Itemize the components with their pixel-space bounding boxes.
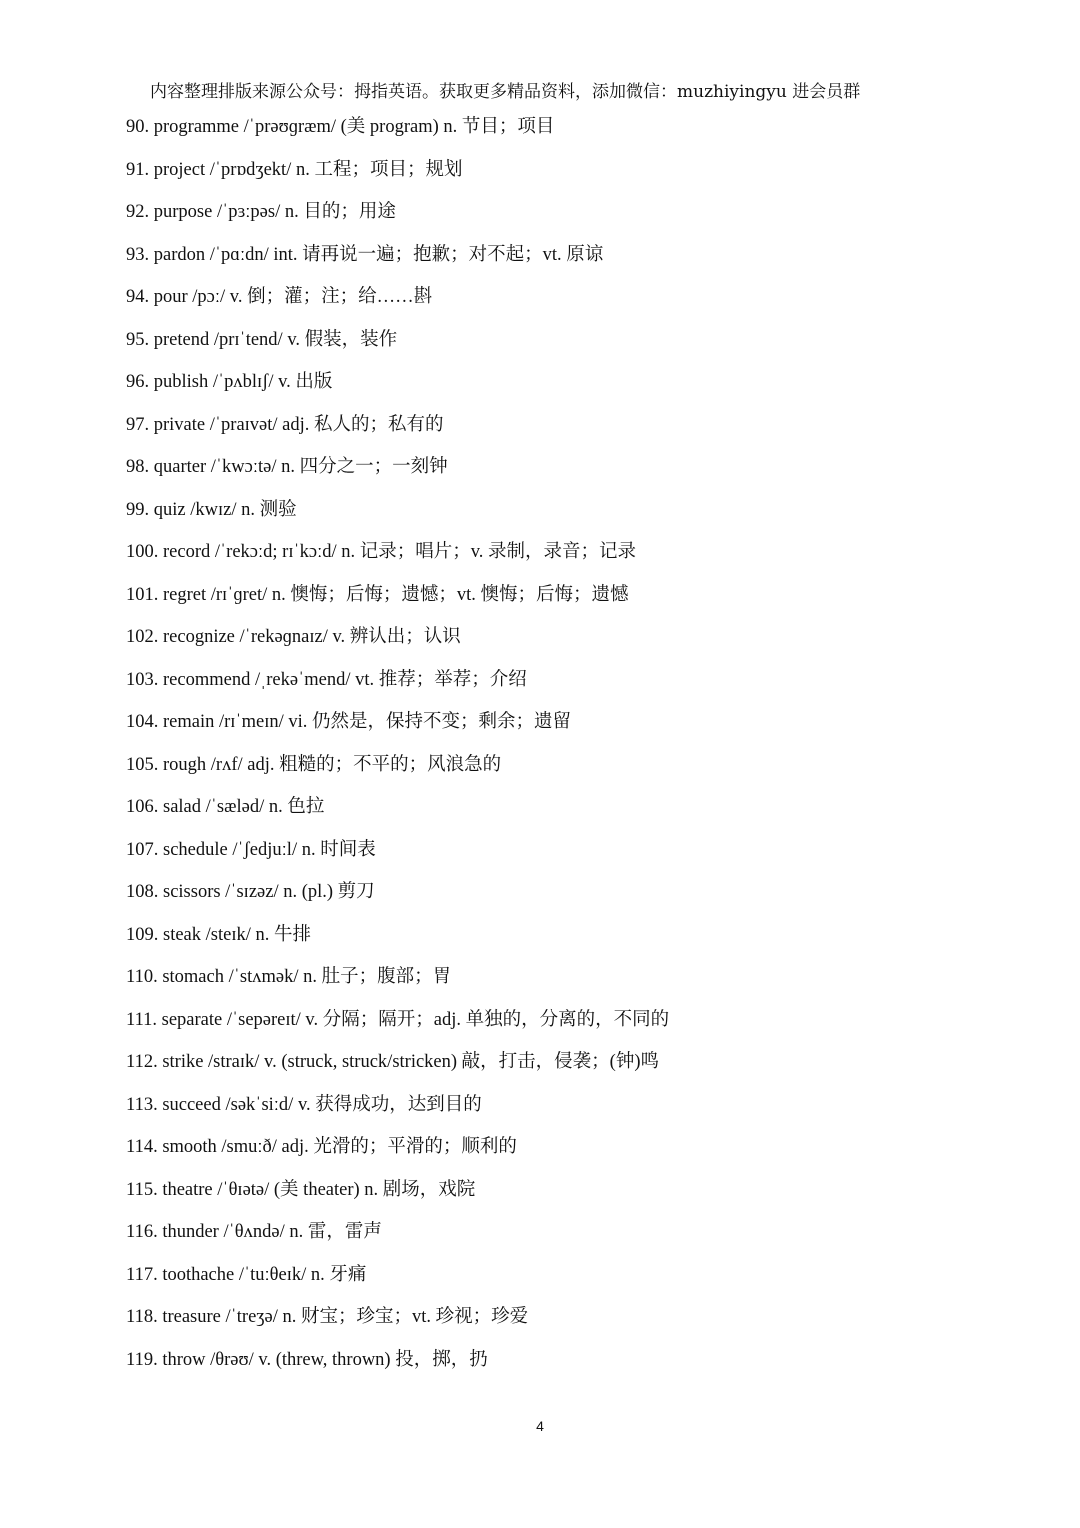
vocabulary-entry: 105. rough /rʌf/ adj. 粗糙的；不平的；风浪急的 <box>126 754 502 775</box>
vocabulary-entry: 116. thunder /ˈθʌndə/ n. 雷，雷声 <box>126 1222 382 1242</box>
vocabulary-entry: 97. private /ˈpraɪvət/ adj. 私人的；私有的 <box>126 414 444 435</box>
vocabulary-entry: 111. separate /ˈsepəreɪt/ v. 分隔；隔开；adj. 单独的，分离的，不同的 <box>126 1009 670 1030</box>
vocabulary-entry: 93. pardon /ˈpɑːdn/ int. 请再说一遍；抱歉；对不起；vt. 原谅 <box>126 244 604 265</box>
vocabulary-entry: 115. theatre /ˈθɪətə/ (美 theater) n. 剧场，戏院 <box>126 1179 476 1200</box>
vocabulary-entry: 119. throw /θrəʊ/ v. (threw, thrown) 投，掷，扔 <box>126 1349 488 1370</box>
vocabulary-entry: 118. treasure /ˈtreʒə/ n. 财宝；珍宝；vt. 珍视；珍爱 <box>126 1307 529 1327</box>
vocabulary-entry: 98. quarter /ˈkwɔːtə/ n. 四分之一；一刻钟 <box>126 457 448 477</box>
vocabulary-entry: 101. regret /rɪˈɡret/ n. 懊悔；后悔；遗憾；vt. 懊悔；后悔；遗憾 <box>126 584 629 605</box>
vocabulary-entry: 90. programme /ˈprəʊɡræm/ (美 program) n. 节目；项目 <box>126 117 555 137</box>
vocabulary-entry: 92. purpose /ˈpɜːpəs/ n. 目的；用途 <box>126 202 396 222</box>
page-number: 4 <box>536 1418 544 1434</box>
vocabulary-entry: 112. strike /straɪk/ v. (struck, struck/stricken) 敲，打击，侵袭；(钟)鸣 <box>126 1052 659 1072</box>
vocabulary-entry: 104. remain /rɪˈmeɪn/ vi. 仍然是，保持不变；剩余；遗留 <box>126 712 571 732</box>
vocabulary-entry: 106. salad /ˈsæləd/ n. 色拉 <box>126 797 325 817</box>
vocabulary-entry: 95. pretend /prɪˈtend/ v. 假装，装作 <box>126 329 398 350</box>
vocabulary-entry: 110. stomach /ˈstʌmək/ n. 肚子；腹部；胃 <box>126 967 452 987</box>
vocabulary-entry: 94. pour /pɔː/ v. 倒；灌；注；给……斟 <box>126 287 433 307</box>
vocabulary-entry: 100. record /ˈrekɔːd; rɪˈkɔːd/ n. 记录；唱片；v. 录制，录音；记录 <box>126 542 637 562</box>
vocabulary-entry: 108. scissors /ˈsɪzəz/ n. (pl.) 剪刀 <box>126 882 375 902</box>
vocabulary-entry: 96. publish /ˈpʌblɪʃ/ v. 出版 <box>126 372 333 392</box>
vocabulary-entry: 99. quiz /kwɪz/ n. 测验 <box>126 499 297 520</box>
vocabulary-entry: 91. project /ˈprɒdʒekt/ n. 工程；项目；规划 <box>126 159 463 180</box>
vocabulary-entry: 107. schedule /ˈʃedjuːl/ n. 时间表 <box>126 839 376 860</box>
vocabulary-entry: 103. recommend /ˌrekəˈmend/ vt. 推荐；举荐；介绍 <box>126 669 527 690</box>
vocabulary-entry: 109. steak /steɪk/ n. 牛排 <box>126 924 311 945</box>
vocabulary-entry: 114. smooth /smuːð/ adj. 光滑的；平滑的；顺利的 <box>126 1137 517 1157</box>
vocabulary-entry: 102. recognize /ˈrekəɡnaɪz/ v. 辨认出；认识 <box>126 627 461 647</box>
page-header: 内容整理排版来源公众号：拇指英语。获取更多精品资料，添加微信：muzhiyingyu 进会员群 <box>150 82 861 102</box>
vocabulary-entry: 117. toothache /ˈtuːθeɪk/ n. 牙痛 <box>126 1264 367 1285</box>
vocabulary-entry: 113. succeed /səkˈsiːd/ v. 获得成功，达到目的 <box>126 1094 482 1115</box>
vocabulary-list <box>126 113 1006 1388</box>
